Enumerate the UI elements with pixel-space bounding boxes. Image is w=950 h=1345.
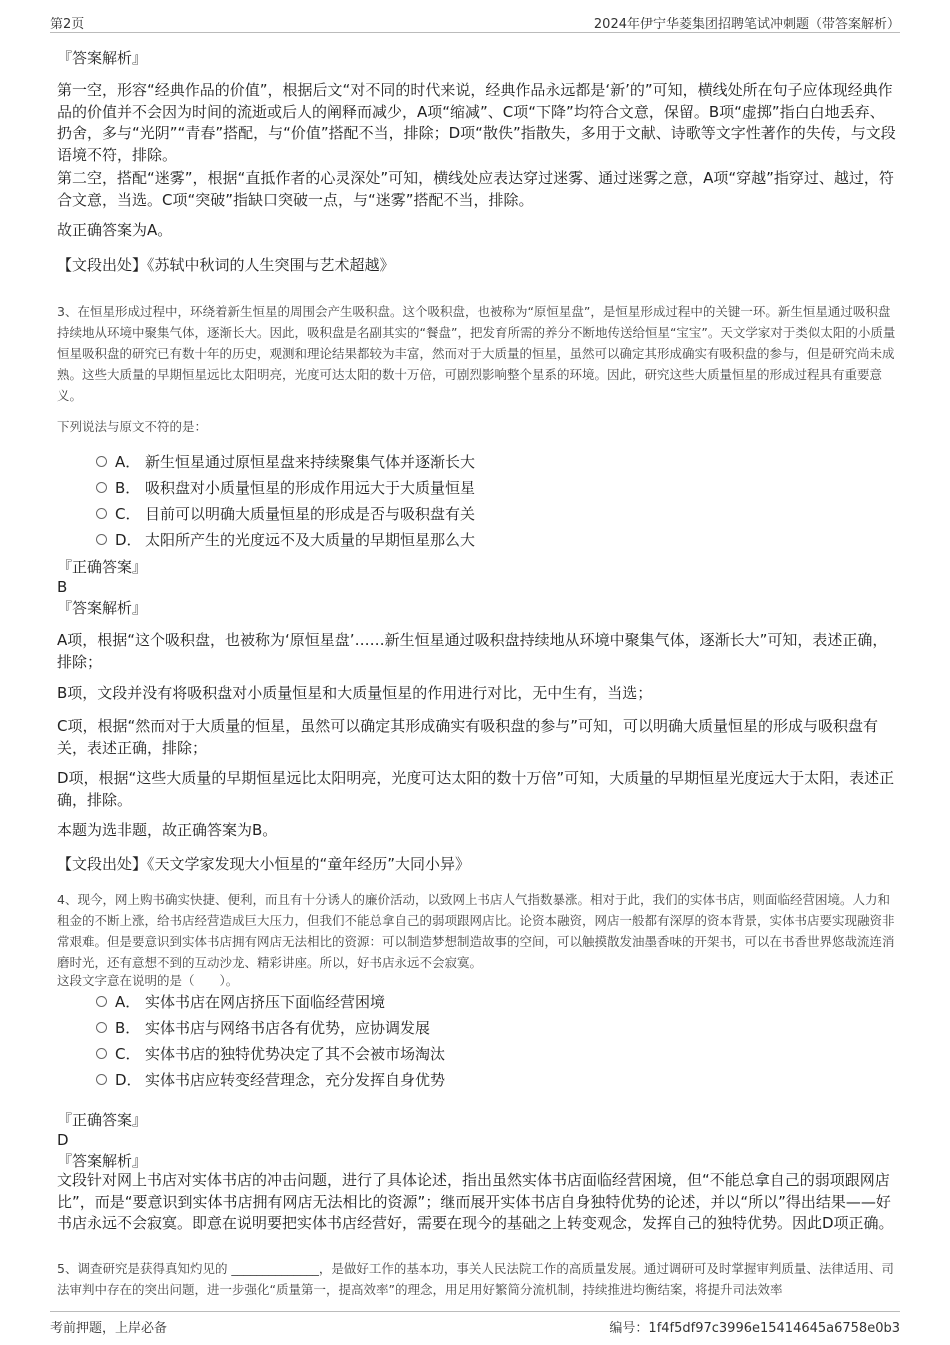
- radio-icon[interactable]: [96, 508, 107, 519]
- q4-passage: 4、现今，网上购书确实快捷、便利，而且有十分诱人的廉价活动，以致网上书店人气指数暴涨。相对于此，我们的实体书店，则面临经营困境。人力和租金的不断上涨，给书店经营造成巨大压力，但我们不能总拿自己的弱项跟网店比。论资本融资，网店一般都有深厚的资本背景，实体书店要实现融资非常艰难。但是要意识到实体书店拥有网店无法相比的资源：可以制造梦想制造故事的空间，可以触摸散发油墨香味的开架书，可以在书香世界悠哉流连消磨时光，还有意想不到的互动沙龙、精彩讲座。所以，好书店永远不会寂寞。: [57, 892, 895, 970]
- q3-correct-label: 『正确答案』: [57, 558, 148, 576]
- q4-correct-answer: D: [57, 1131, 69, 1149]
- q3-passage: 3、在恒星形成过程中，环绕着新生恒星的周围会产生吸积盘。这个吸积盘，也被称为“原恒星盘”，是恒星形成过程中的关键一环。新生恒星通过吸积盘持续地从环境中聚集气体，逐渐长大。因此，吸积盘是名副其实的“餐盘”，把发育所需的养分不断地传送给恒星“宝宝”。天文学家对于类似太阳的小质量恒星吸积盘的研究已有数十年的历史，观测和理论结果都较为丰富，然而对于大质量的恒星，虽然可以确定其形成确实有吸积盘的参与，但是研究尚未成熟。这些大质量的早期恒星远比太阳明亮，光度可达太阳的数十万倍，可剧烈影响整个星系的环境。因此，研究这些大质量恒星的形成过程具有重要意义。: [57, 304, 896, 403]
- q2-analysis-p1: 第一空，形容“经典作品的价值”，根据后文“对不同的时代来说，经典作品永远都是‘新’的”可知，横线处所在句子应体现经典作品的价值并不会因为时间的流逝或后人的阐释而减少，A项“缩减”、C项“下降”均符合文意，保留。B项“虚掷”指白白地丢弃、扔舍，多与“光阴”“青春”搭配，与“价值”搭配不当，排除；D项“散佚”指散失，多用于文献、诗歌等文字性著作的失传，与文段语境不符，排除。: [57, 81, 896, 164]
- option-text: 吸积盘对小质量恒星的形成作用远大于大质量恒星: [145, 479, 476, 497]
- q4-option-d[interactable]: [96, 1070, 445, 1090]
- q4-correct-label: 『正确答案』: [57, 1111, 148, 1129]
- option-letter: C．: [115, 1045, 141, 1063]
- option-letter: B．: [115, 1019, 141, 1037]
- radio-icon[interactable]: [96, 1048, 107, 1059]
- radio-icon[interactable]: [96, 1074, 107, 1085]
- footer-code-value: 1f4f5df97c3996e15414645a6758e0b3: [648, 1321, 900, 1336]
- q3-option-b[interactable]: [96, 478, 475, 498]
- radio-icon[interactable]: [96, 456, 107, 467]
- q3-source: 【文段出处】《天文学家发现大小恒星的“童年经历”大同小异》: [57, 855, 471, 873]
- radio-icon[interactable]: [96, 482, 107, 493]
- q3-analysis-d: D项，根据“这些大质量的早期恒星远比太阳明亮，光度可达太阳的数十万倍”可知，大质量的早期恒星光度远大于太阳，表述正确，排除。: [57, 769, 895, 809]
- option-letter: A．: [115, 453, 141, 471]
- q3-option-a[interactable]: [96, 452, 475, 472]
- document-title: 2024年伊宁华菱集团招聘笔试冲刺题（带答案解析）: [593, 17, 900, 32]
- footer-slogan: 考前押题，上岸必备: [50, 1321, 168, 1336]
- option-letter: A．: [115, 993, 141, 1011]
- footer-code: [609, 1317, 900, 1336]
- q3-option-c[interactable]: [96, 504, 475, 524]
- q2-analysis-label: 『答案解析』: [57, 49, 148, 67]
- q3-option-d[interactable]: [96, 530, 475, 550]
- radio-icon[interactable]: [96, 534, 107, 545]
- q3-stem: 下列说法与原文不符的是：: [57, 419, 208, 434]
- option-text: 实体书店与网络书店各有优势，应协调发展: [145, 1019, 431, 1037]
- page-number: 第2页: [50, 17, 85, 32]
- q3-analysis-c: C项，根据“然而对于大质量的恒星，虽然可以确定其形成确实有吸积盘的参与”可知，可以明确大质量恒星的形成与吸积盘有关，表述正确，排除；: [57, 717, 879, 757]
- q3-correct-answer: B: [57, 578, 68, 596]
- page-header: [50, 10, 900, 33]
- q4-option-c[interactable]: [96, 1044, 445, 1064]
- q3-analysis-b: B项，文段并没有将吸积盘对小质量恒星和大质量恒星的作用进行对比，无中生有，当选；: [57, 684, 653, 702]
- q4-stem: 这段文字意在说明的是（ ）。: [57, 973, 239, 988]
- radio-icon[interactable]: [96, 1022, 107, 1033]
- option-letter: B．: [115, 479, 141, 497]
- option-text: 实体书店应转变经营理念，充分发挥自身优势: [145, 1071, 446, 1089]
- q3-analysis-a: A项，根据“这个吸积盘，也被称为‘原恒星盘’……新生恒星通过吸积盘持续地从环境中聚集气体，逐渐长大”可知，表述正确，排除；: [57, 631, 888, 671]
- q2-source: 【文段出处】《苏轼中秋词的人生突围与艺术超越》: [57, 256, 395, 274]
- radio-icon[interactable]: [96, 996, 107, 1007]
- q4-option-a[interactable]: [96, 992, 385, 1012]
- option-text: 新生恒星通过原恒星盘来持续聚集气体并逐渐长大: [145, 453, 476, 471]
- option-text: 太阳所产生的光度远不及大质量的早期恒星那么大: [145, 531, 476, 549]
- footer-code-label: 编号：: [609, 1321, 649, 1336]
- q3-analysis-label: 『答案解析』: [57, 599, 148, 617]
- option-letter: C．: [115, 505, 141, 523]
- option-letter: D．: [115, 531, 142, 549]
- option-text: 目前可以明确大质量恒星的形成是否与吸积盘有关: [145, 505, 476, 523]
- q4-analysis-label: 『答案解析』: [57, 1152, 148, 1170]
- q2-conclusion: 故正确答案为A。: [57, 221, 173, 239]
- option-letter: D．: [115, 1071, 142, 1089]
- page-footer: [50, 1311, 900, 1336]
- option-text: 实体书店的独特优势决定了其不会被市场淘汰: [145, 1045, 446, 1063]
- q5-passage: 5、调查研究是获得真知灼见的 ______________，是做好工作的基本功，事关人民法院工作的高质量发展。通过调研可及时掌握审判质量、法律适用、司法审判中存在的突出问题，进一步强化“质量第一，提高效率”的理念，用足用好繁简分流机制，持续推进均衡结案，将提升司法效率: [57, 1261, 894, 1297]
- q2-analysis-p2: 第二空，搭配“迷雾”，根据“直抵作者的心灵深处”可知，横线处应表达穿过迷雾、通过迷雾之意，A项“穿越”指穿过、越过，符合文意，当选。C项“突破”指缺口突破一点，与“迷雾”搭配不当，排除。: [57, 169, 894, 209]
- q3-conclusion: 本题为选非题，故正确答案为B。: [57, 821, 278, 839]
- option-text: 实体书店在网店挤压下面临经营困境: [145, 993, 386, 1011]
- q4-option-b[interactable]: [96, 1018, 430, 1038]
- q4-analysis: 文段针对网上书店对实体书店的冲击问题，进行了具体论述，指出虽然实体书店面临经营困境，但“不能总拿自己的弱项跟网店比”，而是“要意识到实体书店拥有网店无法相比的资源”；继而展开实体书店自身独特优势的论述，并以“所以”得出结果——好书店永远不会寂寞。即意在说明要把实体书店经营好，需要在现今的基础之上转变观念，发挥自己的独特优势。因此D项正确。: [57, 1171, 894, 1232]
